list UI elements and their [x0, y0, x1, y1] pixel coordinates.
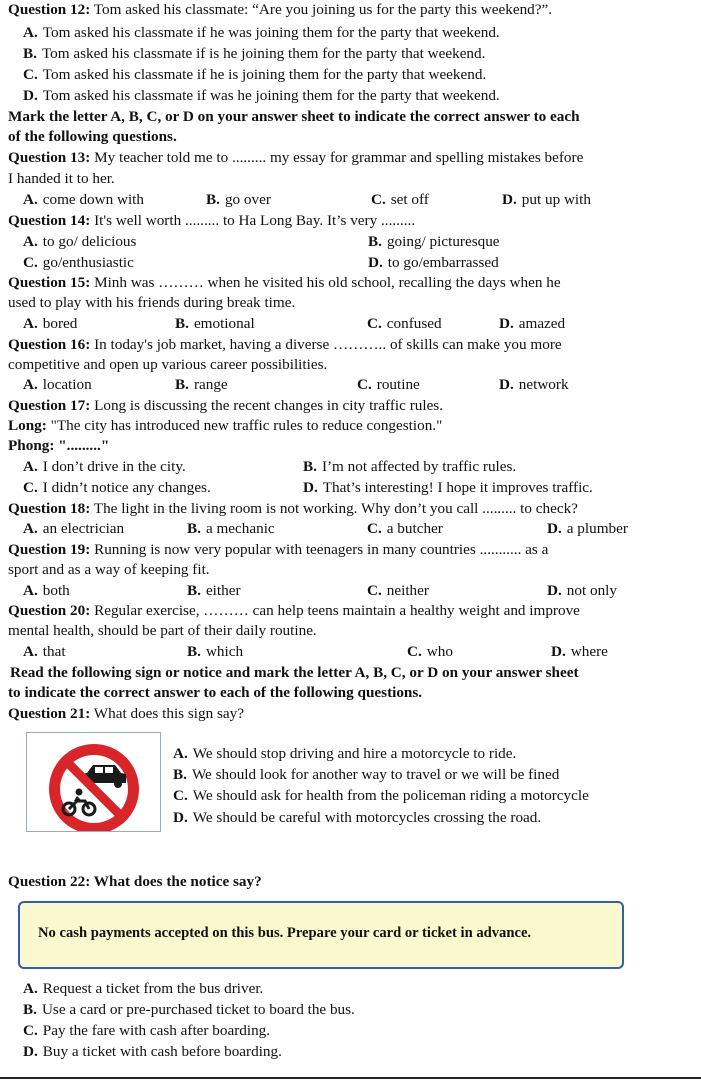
option-letter: C.: [371, 191, 386, 208]
option-text: to go/embarrassed: [387, 254, 499, 271]
option-text: either: [205, 582, 241, 599]
q12-option-d[interactable]: [23, 86, 500, 106]
q18-stem-line: [8, 499, 578, 519]
q20-option-c[interactable]: [407, 642, 453, 662]
option-text: We should be careful with motorcycles crossing the road.: [192, 809, 542, 826]
option-text: a mechanic: [205, 520, 275, 537]
q12-label: Question 12:: [8, 1, 91, 18]
option-letter: D.: [303, 479, 318, 496]
q22-label: Question 22:: [8, 873, 91, 890]
option-letter: A.: [23, 458, 38, 475]
instruction-2-line-2: to indicate the correct answer to each of the following questions.: [8, 684, 423, 701]
q20-option-b[interactable]: [187, 642, 243, 662]
q15-label: Question 15:: [8, 274, 91, 291]
q16-stem-line-1: [8, 335, 562, 355]
option-letter: C.: [23, 66, 38, 83]
q16-stem-line-2: competitive and open up various career possibilities.: [8, 356, 328, 373]
option-text: amazed: [518, 315, 566, 332]
q12-stem-line: [8, 0, 552, 20]
option-letter: A.: [23, 376, 38, 393]
q14-option-c[interactable]: [23, 253, 134, 273]
option-text: where: [570, 643, 608, 660]
option-text: I don’t drive in the city.: [42, 458, 186, 475]
q17-stem-line: [8, 396, 443, 416]
q14-text: It's well worth ......... to Ha Long Bay. It’s very .........: [90, 212, 416, 229]
q20-stem-line-1: [8, 601, 580, 621]
q20-label: Question 20:: [8, 602, 91, 619]
q18-option-b[interactable]: [187, 519, 275, 539]
option-letter: A.: [23, 315, 38, 332]
option-text: Pay the fare with cash after boarding.: [42, 1022, 271, 1039]
option-letter: D.: [499, 376, 514, 393]
option-letter: A.: [23, 191, 38, 208]
instruction-1-line-2: of the following questions.: [8, 128, 177, 145]
option-letter: B.: [187, 643, 201, 660]
q17-text: Long is discussing the recent changes in city traffic rules.: [90, 397, 444, 414]
q21-stem-line: [8, 704, 244, 724]
q14-option-d[interactable]: [368, 253, 499, 273]
notice-text: No cash payments accepted on this bus. Prepare your card or ticket in advance.: [38, 925, 532, 941]
q15-option-d[interactable]: [499, 314, 565, 334]
option-text: That’s interesting! I hope it improves traffic.: [322, 479, 593, 496]
prohibition-sign-icon: [27, 733, 160, 831]
option-text: a plumber: [566, 520, 628, 537]
option-letter: C.: [23, 479, 38, 496]
q15-option-a[interactable]: [23, 314, 77, 334]
q17-phong-line: Phong: ".........": [8, 437, 110, 454]
option-text: Tom asked his classmate if was he joining them for the party that weekend.: [42, 87, 500, 104]
q22-stem-line: [8, 872, 262, 892]
option-text: a butcher: [386, 520, 443, 537]
instruction-2-line-1: Read the following sign or notice and mark the letter A, B, C, or D on your answer sheet: [10, 664, 579, 681]
q19-option-c[interactable]: [367, 581, 429, 601]
q15-stem-line-1: [8, 273, 561, 293]
option-text: which: [205, 643, 244, 660]
q13-label: Question 13:: [8, 149, 91, 166]
q12-text: Tom asked his classmate: “Are you joining us for the party this weekend?”.: [90, 1, 553, 18]
q21-option-a[interactable]: [173, 744, 516, 764]
option-letter: C.: [23, 1022, 38, 1039]
option-letter: D.: [547, 582, 562, 599]
q19-label: Question 19:: [8, 541, 91, 558]
option-text: I’m not affected by traffic rules.: [321, 458, 517, 475]
option-letter: C.: [173, 787, 188, 804]
q13-stem-line-1: [8, 148, 583, 168]
option-letter: B.: [187, 582, 201, 599]
option-letter: D.: [502, 191, 517, 208]
q12-option-a[interactable]: [23, 23, 500, 43]
bus-notice-box: [18, 901, 624, 969]
option-text: routine: [376, 376, 420, 393]
no-cars-motorcycles-sign: [26, 732, 161, 832]
option-letter: D.: [551, 643, 566, 660]
option-text: both: [42, 582, 70, 599]
option-text: not only: [566, 582, 617, 599]
option-letter: B.: [206, 191, 220, 208]
q12-option-c[interactable]: [23, 65, 486, 85]
q13-stem-line-2: I handed it to her.: [8, 170, 115, 187]
q20-option-d[interactable]: [551, 642, 608, 662]
q16-text-1: In today's job market, having a diverse ……….. of skills can make you more: [90, 336, 562, 353]
q14-option-a[interactable]: [23, 232, 136, 252]
option-letter: B.: [187, 520, 201, 537]
option-letter: A.: [23, 233, 38, 250]
option-letter: A.: [23, 520, 38, 537]
option-text: going/ picturesque: [386, 233, 500, 250]
q18-option-d[interactable]: [547, 519, 628, 539]
option-text: We should ask for health from the policeman riding a motorcycle: [192, 787, 589, 804]
q16-option-d[interactable]: [499, 375, 569, 395]
option-letter: C.: [367, 582, 382, 599]
q14-stem-line: [8, 211, 415, 231]
q21-option-d[interactable]: [173, 808, 541, 828]
option-text: set off: [390, 191, 429, 208]
option-text: Use a card or pre-purchased ticket to board the bus.: [41, 1001, 355, 1018]
option-text: Buy a ticket with cash before boarding.: [42, 1043, 282, 1060]
q16-option-a[interactable]: [23, 375, 92, 395]
option-letter: A.: [23, 582, 38, 599]
q16-option-b[interactable]: [175, 375, 228, 395]
q22-option-c[interactable]: [23, 1021, 270, 1041]
option-letter: C.: [367, 315, 382, 332]
option-text: neither: [386, 582, 429, 599]
option-text: that: [42, 643, 66, 660]
q17-option-c[interactable]: [23, 478, 211, 498]
q21-option-c[interactable]: [173, 786, 589, 806]
option-letter: C.: [407, 643, 422, 660]
option-text: We should stop driving and hire a motorcycle to ride.: [192, 745, 517, 762]
option-letter: A.: [23, 24, 38, 41]
option-letter: C.: [357, 376, 372, 393]
q19-option-a[interactable]: [23, 581, 70, 601]
q17-option-b[interactable]: [303, 457, 516, 477]
q22-text: What does the notice say?: [90, 873, 262, 890]
long-label: Long:: [8, 417, 47, 434]
q15-text-1: Minh was ……… when he visited his old school, recalling the days when he: [90, 274, 561, 291]
long-text: "The city has introduced new traffic rules to reduce congestion.": [46, 417, 443, 434]
q17-option-a[interactable]: [23, 457, 186, 477]
q13-option-b[interactable]: [206, 190, 271, 210]
option-text: Tom asked his classmate if he is joining them for the party that weekend.: [42, 66, 487, 83]
option-letter: D.: [23, 1043, 38, 1060]
q19-text-1: Running is now very popular with teenagers in many countries ........... as a: [90, 541, 549, 558]
q15-stem-line-2: used to play with his friends during break time.: [8, 294, 296, 311]
option-text: Request a ticket from the bus driver.: [42, 980, 264, 997]
q14-label: Question 14:: [8, 212, 91, 229]
option-text: I didn’t notice any changes.: [42, 479, 211, 496]
option-text: emotional: [193, 315, 255, 332]
option-text: bored: [42, 315, 78, 332]
q21-option-b[interactable]: [173, 765, 559, 785]
option-letter: C.: [23, 254, 38, 271]
q21-label: Question 21:: [8, 705, 91, 722]
option-letter: B.: [173, 766, 187, 783]
instruction-1-line-1: Mark the letter A, B, C, or D on your answer sheet to indicate the correct answer to each: [8, 108, 580, 125]
q19-stem-line-2: sport and as a way of keeping fit.: [8, 561, 210, 578]
q20-text-1: Regular exercise, ……… can help teens maintain a healthy weight and improve: [90, 602, 580, 619]
option-letter: D.: [23, 87, 38, 104]
option-text: location: [42, 376, 92, 393]
q20-stem-line-2: mental health, should be part of their daily routine.: [8, 622, 317, 639]
q16-option-c[interactable]: [357, 375, 420, 395]
q13-option-d[interactable]: [502, 190, 591, 210]
q18-option-a[interactable]: [23, 519, 124, 539]
q19-option-d[interactable]: [547, 581, 617, 601]
q18-option-c[interactable]: [367, 519, 443, 539]
option-letter: A.: [23, 643, 38, 660]
option-text: go over: [224, 191, 271, 208]
q16-label: Question 16:: [8, 336, 91, 353]
option-letter: D.: [499, 315, 514, 332]
option-letter: B.: [23, 1001, 37, 1018]
q18-label: Question 18:: [8, 500, 91, 517]
q17-label: Question 17:: [8, 397, 91, 414]
q14-option-b[interactable]: [368, 232, 500, 252]
option-text: We should look for another way to travel or we will be fined: [191, 766, 560, 783]
option-text: Tom asked his classmate if is he joining them for the party that weekend.: [41, 45, 486, 62]
option-letter: B.: [368, 233, 382, 250]
option-letter: B.: [303, 458, 317, 475]
q12-option-b[interactable]: [23, 44, 485, 64]
option-text: to go/ delicious: [42, 233, 137, 250]
option-text: Tom asked his classmate if he was joining them for the party that weekend.: [42, 24, 500, 41]
q19-option-b[interactable]: [187, 581, 241, 601]
q21-text: What does this sign say?: [90, 705, 244, 722]
q17-long-line: [8, 416, 442, 436]
option-letter: B.: [175, 376, 189, 393]
option-text: put up with: [521, 191, 591, 208]
option-letter: A.: [173, 745, 188, 762]
q22-option-d[interactable]: [23, 1042, 282, 1062]
q13-text-1: My teacher told me to ......... my essay for grammar and spelling mistakes before: [90, 149, 584, 166]
q15-option-b[interactable]: [175, 314, 255, 334]
q18-text: The light in the living room is not working. Why don’t you call ......... to check?: [90, 500, 578, 517]
q15-option-c[interactable]: [367, 314, 442, 334]
option-letter: C.: [367, 520, 382, 537]
q20-option-a[interactable]: [23, 642, 66, 662]
q19-stem-line-1: [8, 540, 548, 560]
option-letter: D.: [547, 520, 562, 537]
q22-option-b[interactable]: [23, 1000, 355, 1020]
option-text: an electrician: [42, 520, 125, 537]
option-text: go/enthusiastic: [42, 254, 134, 271]
option-text: range: [193, 376, 228, 393]
bottom-divider: [0, 1077, 701, 1079]
q13-option-c[interactable]: [371, 190, 429, 210]
q22-option-a[interactable]: [23, 979, 263, 999]
option-text: network: [518, 376, 569, 393]
q13-option-a[interactable]: [23, 190, 144, 210]
option-letter: D.: [368, 254, 383, 271]
option-letter: B.: [23, 45, 37, 62]
option-letter: B.: [175, 315, 189, 332]
option-text: confused: [386, 315, 442, 332]
option-letter: D.: [173, 809, 188, 826]
q17-option-d[interactable]: [303, 478, 593, 498]
option-letter: A.: [23, 980, 38, 997]
option-text: who: [426, 643, 453, 660]
option-text: come down with: [42, 191, 144, 208]
